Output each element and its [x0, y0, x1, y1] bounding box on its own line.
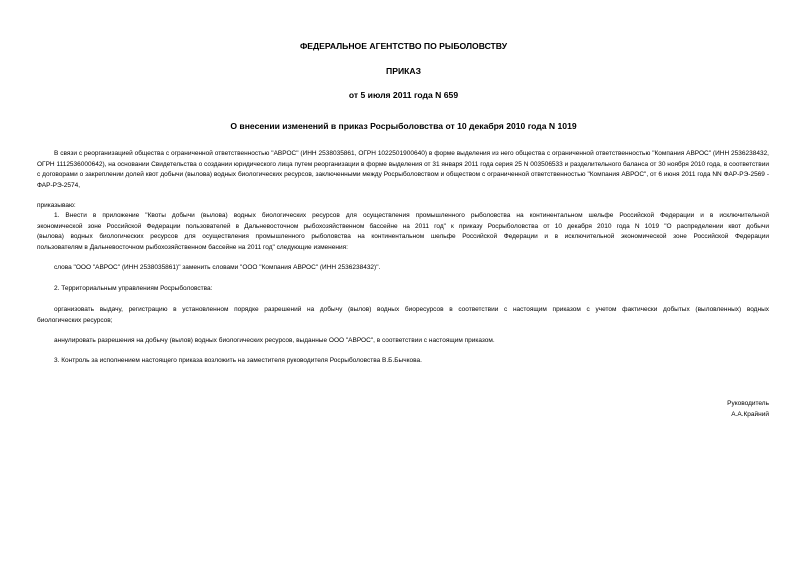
order-word: приказываю:: [37, 202, 76, 209]
organize-block: [37, 305, 769, 326]
document-subject: О внесении изменений в приказ Росрыболовства от 10 декабря 2010 года N 1019: [230, 121, 577, 131]
signature-name: А.А.Крайний: [731, 411, 769, 418]
annul-block: [37, 336, 769, 347]
item3-block: [37, 356, 769, 367]
organize-line: организовать выдачу, регистрацию в установленном порядке разрешений на добычу (вылов) водных биоресурсов в соответствии с настоящим приказом с учетом фактически добытых (выловленных) водных: [54, 306, 769, 313]
agency-name: ФЕДЕРАЛЬНОЕ АГЕНТСТВО ПО РЫБОЛОВСТВУ: [299, 41, 508, 51]
item1-line: экономической зоне Российской Федерации пользователей в Дальневосточном рыбохозяйственном бассейне на 2011 год" к приказу Росрыболовства от 10 декабря 2010 года N 1019 "О распределении квот добычи: [37, 222, 769, 230]
item1-line: (вылова) водных биологических ресурсов для осуществления промышленного рыболовства на континентальном шельфе Российской Федерации и в исключительной экономической зоне Российской Федерации: [37, 233, 769, 241]
organize-line: биологических ресурсов;: [37, 316, 113, 324]
preamble-paragraph: В связи с реорганизацией общества с ограниченной ответственностью "АВРОС" (ИНН 2538035861, ОГРН 1022501900640) в форме выделения из него общества с ограниченной ответственностью "Компания АВРОС" (ИНН 2536238432, ОГРН 1112536000642), на основании Свидетельства о создании юридического лица путем реорганизации в форме выделения от 31 января 2011 года серия 25 N 003506533 и разделительного баланса от 30 ноября 2010 года, в соответствии с договорами о закреплении долей квот добычи (вылова) водных биологических ресурсов, заключенными между Росрыболовством и обществом с ограниченной ответственностью "Компания АВРОС", от 6 июня 2011 года NN ФАР-РЭ-2569 - ФАР-РЭ-2574,: [37, 150, 769, 189]
item3-line: 3. Контроль за исполнением настоящего приказа возложить на заместителя руководителя Росрыболовства В.Б.Бычкова.: [54, 357, 422, 364]
replace-words-block: [37, 263, 769, 274]
item1-block: [37, 211, 769, 253]
item2-line: 2. Территориальным управлениям Росрыболовства:: [54, 285, 213, 292]
item2-block: [37, 284, 769, 295]
order-word-block: [37, 201, 769, 212]
signature-block: [569, 398, 769, 420]
annul-line: аннулировать разрешения на добычу (вылов) водных биологических ресурсов, выданные ООО "АВРОС", в соответствии с настоящим приказом.: [54, 337, 495, 344]
item1-line: пользователям в Дальневосточном рыбохозяйственном бассейне на 2011 год" следующие изменения:: [37, 243, 348, 251]
document-date-number: от 5 июля 2011 года N 659: [348, 90, 459, 100]
replace-words-line: слова "ООО "АВРОС" (ИНН 2538035861)" заменить словами "ООО "Компания АВРОС" (ИНН 2536238432)".: [54, 264, 381, 271]
document-type: ПРИКАЗ: [386, 66, 421, 76]
signature-title: Руководитель: [727, 400, 769, 407]
item1-line: 1. Внести в приложение "Квоты добычи (вылова) водных биологических ресурсов для осуществления промышленного рыболовства на континентальном шельфе Российской Федерации и в исключительной: [54, 212, 769, 219]
preamble-block: [37, 149, 769, 191]
